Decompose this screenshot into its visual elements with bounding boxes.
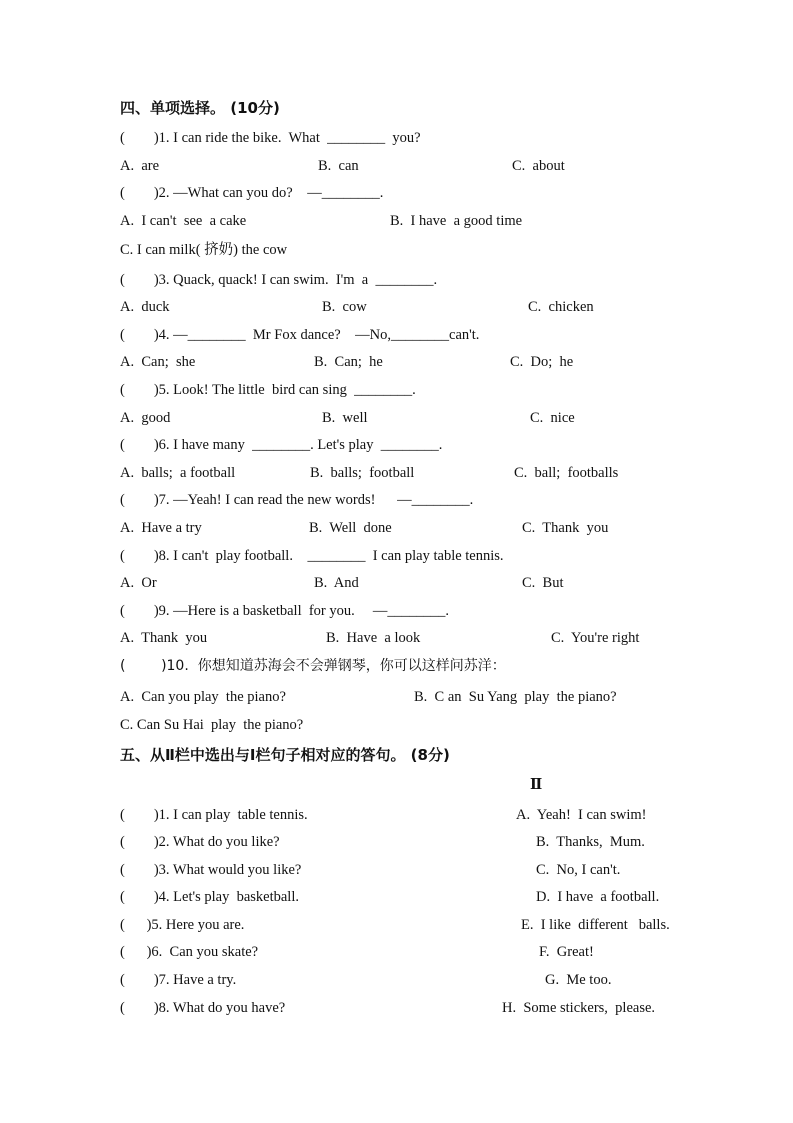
matching-right-item: G. Me too. xyxy=(545,972,612,988)
matching-right-item: A. Yeah! I can swim! xyxy=(516,807,647,823)
q1-option-b: B. can xyxy=(318,158,359,174)
q9-option-c: C. You're right xyxy=(551,630,640,646)
matching-left-item: ( )5. Here you are. xyxy=(120,917,245,933)
section4-heading: 四、单项选择。 (10分) xyxy=(120,99,280,117)
matching-right-item: C. No, I can't. xyxy=(536,862,621,878)
matching-left-item: ( )7. Have a try. xyxy=(120,972,237,988)
q5-option-c: C. nice xyxy=(530,410,575,426)
matching-left-item: ( )6. Can you skate? xyxy=(120,944,259,960)
question-3: ( )3. Quack, quack! I can swim. I'm a ________. xyxy=(120,272,438,288)
q7-option-c: C. Thank you xyxy=(522,520,609,536)
q4-option-a: A. Can; she xyxy=(120,354,196,370)
q6-option-c: C. ball; footballs xyxy=(514,465,619,481)
q7-option-a: A. Have a try xyxy=(120,520,202,536)
q10-option-c: C. Can Su Hai play the piano? xyxy=(120,717,304,733)
q9-option-a: A. Thank you xyxy=(120,630,208,646)
q6-option-b: B. balls; football xyxy=(310,465,415,481)
q5-option-b: B. well xyxy=(322,410,368,426)
q4-option-b: B. Can; he xyxy=(314,354,383,370)
q3-option-a: A. duck xyxy=(120,299,170,315)
column-2-label: Ⅱ xyxy=(530,777,543,793)
question-4: ( )4. —________ Mr Fox dance? —No,________can't. xyxy=(120,327,480,343)
matching-left-item: ( )3. What would you like? xyxy=(120,862,302,878)
q8-option-c: C. But xyxy=(522,575,564,591)
matching-right-item: H. Some stickers, please. xyxy=(502,1000,656,1016)
q1-option-a: A. are xyxy=(120,158,160,174)
q8-option-b: B. And xyxy=(314,575,359,591)
matching-left-item: ( )8. What do you have? xyxy=(120,1000,286,1016)
q3-option-c: C. chicken xyxy=(528,299,594,315)
matching-left-item: ( )4. Let's play basketball. xyxy=(120,889,299,905)
matching-left-item: ( )1. I can play table tennis. xyxy=(120,807,308,823)
q3-option-b: B. cow xyxy=(322,299,367,315)
question-5: ( )5. Look! The little bird can sing ________. xyxy=(120,382,416,398)
matching-right-item: E. I like different balls. xyxy=(521,917,670,933)
q10-option-a: A. Can you play the piano? xyxy=(120,689,286,705)
matching-right-item: F. Great! xyxy=(539,944,594,960)
q10-option-b: B. C an Su Yang play the piano? xyxy=(414,689,617,705)
q7-option-b: B. Well done xyxy=(309,520,392,536)
matching-right-item: B. Thanks, Mum. xyxy=(536,834,645,850)
question-1: ( )1. I can ride the bike. What ________ you? xyxy=(120,130,421,146)
question-6: ( )6. I have many ________. Let's play ________. xyxy=(120,437,443,453)
q2-option-c: C. I can milk( 挤奶) the cow xyxy=(120,242,288,258)
q2-option-a: A. I can't see a cake xyxy=(120,213,247,229)
matching-left-item: ( )2. What do you like? xyxy=(120,834,280,850)
q5-option-a: A. good xyxy=(120,410,171,426)
matching-right-item: D. I have a football. xyxy=(536,889,660,905)
q1-option-c: C. about xyxy=(512,158,565,174)
q8-option-a: A. Or xyxy=(120,575,157,591)
q9-option-b: B. Have a look xyxy=(326,630,421,646)
question-8: ( )8. I can't play football. ________ I can play table tennis. xyxy=(120,548,504,564)
question-2: ( )2. —What can you do? —________. xyxy=(120,185,384,201)
question-7: ( )7. —Yeah! I can read the new words! —________. xyxy=(120,492,474,508)
section5-heading: 五、从Ⅱ栏中选出与Ⅰ栏句子相对应的答句。 (8分) xyxy=(120,746,450,764)
q2-option-b: B. I have a good time xyxy=(390,213,523,229)
question-9: ( )9. —Here is a basketball for you. —________. xyxy=(120,603,450,619)
q6-option-a: A. balls; a football xyxy=(120,465,236,481)
question-10: ( )10. 你想知道苏海会不会弹钢琴，你可以这样问苏洋： xyxy=(120,658,506,674)
q4-option-c: C. Do; he xyxy=(510,354,574,370)
